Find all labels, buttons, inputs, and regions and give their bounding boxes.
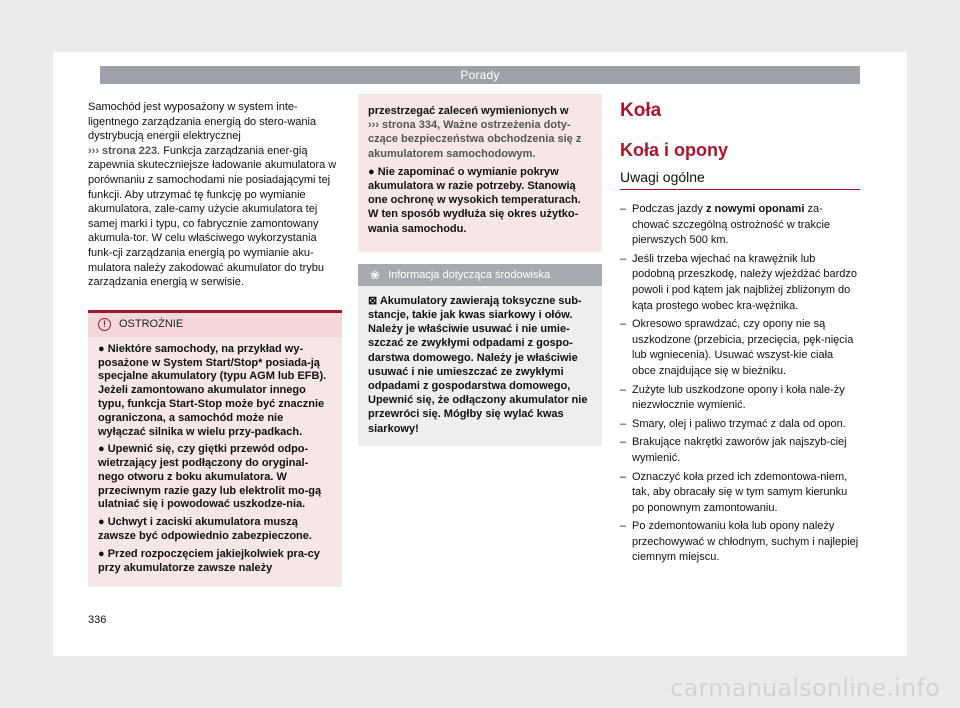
- dash-bullet: –: [620, 318, 627, 331]
- continuation-text: przestrzegać zaleceń wymienionych w: [368, 105, 569, 117]
- intro-text: Samochód jest wyposażony w system inte-ligentnego zarządzania energią do stero-wania dystrybucją energii elektrycznej: [88, 101, 317, 143]
- list-item-text: Podczas jazdy: [632, 203, 706, 215]
- list-item-text: Jeśli trzeba wjechać na krawężnik lub podobną przeszkodę, należy wjeżdżać bardzo powoli i pod kątem jak najbliżej zbliżonym do kąta prostego wobec kra-wężnika.: [632, 252, 858, 312]
- flower-icon: ❀: [370, 267, 381, 282]
- tire-notes-list: [620, 202, 860, 566]
- section-title: Koła: [620, 100, 662, 121]
- list-item-text: Brakujące nakrętki zaworów jak najszyb-ciej wymienić.: [632, 436, 847, 464]
- dash-bullet: –: [620, 203, 627, 215]
- environment-text: Akumulatory zawierają toksyczne sub-stancje, takie jak kwas siarkowy i ołów. Należy je właściwie usuwać i nie umie-szczać ze zwykłymi odpadami z gospo-darstwa domowego. Należy je właściwie usuwać i nie umieszczać ze zwykłymi odpadami z gospodarstwa domowego, Upewnić się, że odłączony akumulator nie przewróci się. Mógłby się wylać kwas siarkowy!: [368, 294, 588, 435]
- environment-title: Informacja dotycząca środowiska: [388, 268, 551, 281]
- dash-bullet: –: [620, 417, 627, 430]
- warning-title: OSTROŻNIE: [119, 318, 184, 331]
- environment-header: [358, 264, 602, 286]
- waste-bin-icon: ⊠: [368, 294, 378, 307]
- warning-icon: !: [98, 318, 111, 331]
- subsubsection-title: Uwagi ogólne: [620, 169, 860, 190]
- list-item: [620, 519, 860, 566]
- column-right: [620, 100, 860, 569]
- dash-bullet: –: [620, 436, 627, 449]
- list-item-text: Po zdemontowaniu koła lub opony należy przechowywać w chłodnym, suchym i najlepiej ciemnym miejscu.: [632, 520, 859, 564]
- dash-bullet: –: [620, 470, 627, 483]
- intro-text-cont: . Funkcja zarządzania ener-gią zapewnia skuteczniejsze ładowanie akumulatora w porównaniu z samochodami nie posiadającymi tej funkcji. Aby utrzymać tę funkcję po wymianie akumulatora, zale-camy użycie akumulatora tej samej marki i typu, co fabrycznie zamontowany akumula-tor. W celu właściwego wykorzystania funk-cji zarządzania energią po wymianie aku-mulatora należy zakodować akumulator do trybu zarządzania energią w serwisie.: [88, 144, 337, 289]
- warning-item: ● Przed rozpoczęciem jakiejkolwiek pra-cy przy akumulatorze zawsze należy: [98, 547, 320, 574]
- list-item-text: Oznaczyć koła przed ich zdemontowa-niem, tak, aby obracały się w tym samym kierunku po ponownym zamontowaniu.: [632, 470, 848, 514]
- safety-reference-link[interactable]: ››› strona 334, Ważne ostrzeżenia doty-czące bezpieczeństwa obchodzenia się z akumulatorem samochodowym.: [368, 119, 582, 160]
- subsection-title: Koła i opony: [620, 140, 728, 160]
- dash-bullet: –: [620, 252, 627, 265]
- environment-body: [358, 286, 602, 446]
- page-number: 336: [88, 614, 107, 626]
- page-header: Porady: [100, 66, 860, 84]
- warning-item: ● Nie zapominać o wymianie pokryw akumulatora w razie potrzeby. Stanowią one ochronę w wysokich temperaturach. W ten sposób wydłuża się okres użytko-wania samochodu.: [368, 165, 581, 235]
- page-reference-link[interactable]: ››› strona 223: [88, 144, 158, 157]
- list-item: [620, 417, 860, 433]
- column-left: [88, 100, 342, 587]
- list-item: [620, 435, 860, 466]
- environment-box: [358, 264, 602, 446]
- list-item-emphasis: z nowymi oponami: [705, 203, 805, 215]
- list-item: [620, 202, 860, 249]
- list-item: [620, 317, 860, 379]
- dash-bullet: –: [620, 383, 627, 396]
- warning-continuation-box: [358, 94, 602, 252]
- warning-continuation: [368, 104, 592, 161]
- warning-box: [88, 310, 342, 588]
- dash-bullet: –: [620, 520, 627, 533]
- list-item: [620, 383, 860, 414]
- list-item: [620, 470, 860, 517]
- list-item-text: Okresowo sprawdzać, czy opony nie są uszkodzone (przebicia, przecięcia, pęk-nięcia lub wgniecenia). Usuwać wszyst-kie ciała obce znajdujące się w bieżniku.: [632, 318, 854, 377]
- warning-item: ● Upewnić się, czy giętki przewód odpo-wietrzający jest podłączony do oryginal-nego otworu z boku akumulatora. W przeciwnym razie gazy lub elektrolit mo-gą ulatniać się i powodować uszkodze-nia.: [98, 443, 322, 511]
- warning-item: ● Niektóre samochody, na przykład wy-posażone w System Start/Stop* posiada-ją specjalne akumulatory (typu AGM lub EFB). Jeżeli zamontowano akumulator innego typu, funkcja Start-Stop może być znacznie ograniczona, a samochód może nie wyłączać silnika w wielu przy-padkach.: [98, 342, 327, 438]
- warning-body: [88, 337, 342, 588]
- list-item-text: Smary, olej i paliwo trzymać z dala od opon.: [632, 417, 846, 430]
- watermark: carmanualsonline.info: [670, 674, 940, 702]
- intro-paragraph: [88, 100, 342, 290]
- list-item-text: za-chować szczególną ostrożność w trakcie pierwszych 500 km.: [632, 203, 831, 247]
- list-item: [620, 252, 860, 314]
- column-middle: [358, 94, 602, 446]
- warning-item: ● Uchwyt i zaciski akumulatora muszą zawsze być odpowiednio zabezpieczone.: [98, 516, 312, 543]
- list-item-text: Zużyte lub uszkodzone opony i koła nale-ży niezwłocznie wymienić.: [632, 383, 845, 412]
- warning-header: [88, 313, 342, 337]
